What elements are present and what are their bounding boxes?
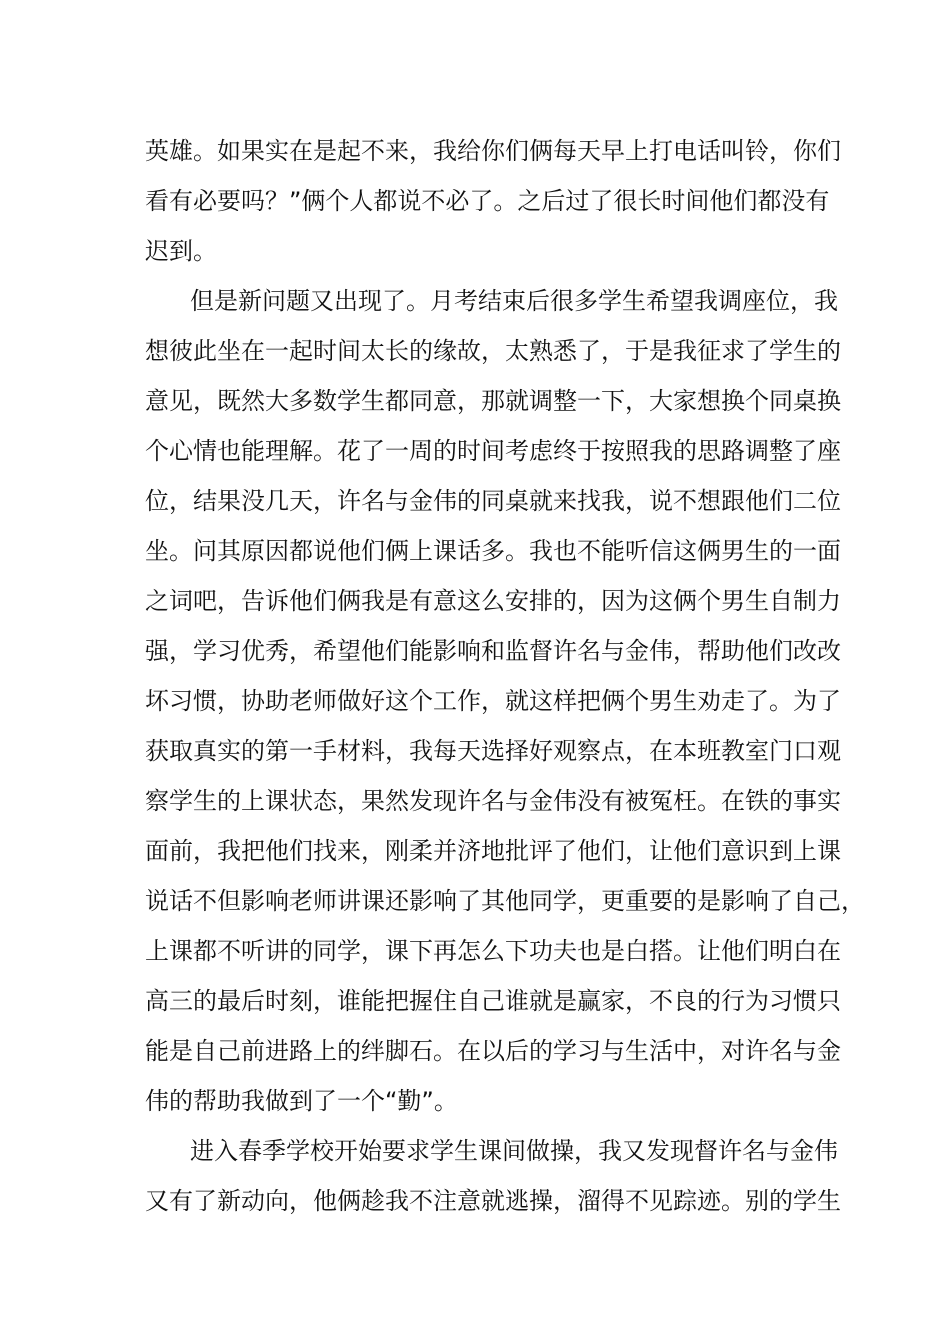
text-line: 迟到。 [145, 237, 217, 265]
paragraph-first-line: 但是新问题又出现了。月考结束后很多学生希望我调座位，我 [190, 287, 838, 315]
text-line: 面前，我把他们找来，刚柔并济地批评了他们，让他们意识到上课 [145, 837, 841, 865]
text-line: 获取真实的第一手材料，我每天选择好观察点，在本班教室门口观 [145, 737, 841, 765]
text-line: 想彼此坐在一起时间太长的缘故，太熟悉了，于是我征求了学生的 [145, 337, 841, 365]
text-line: 说话不但影响老师讲课还影响了其他同学，更重要的是影响了自己， [145, 887, 865, 915]
paragraph-first-line: 进入春季学校开始要求学生课间做操，我又发现督许名与金伟 [190, 1137, 838, 1165]
text-line: 坐。问其原因都说他们俩上课话多。我也不能听信这俩男生的一面 [145, 537, 841, 565]
text-line: 能是自己前进路上的绊脚石。在以后的学习与生活中，对许名与金 [145, 1037, 841, 1065]
text-line: 看有必要吗？”俩个人都说不必了。之后过了很长时间他们都没有 [145, 187, 830, 215]
text-line: 强，学习优秀，希望他们能影响和监督许名与金伟，帮助他们改改 [145, 637, 841, 665]
text-line: 个心情也能理解。花了一周的时间考虑终于按照我的思路调整了座 [145, 437, 841, 465]
text-line: 英雄。如果实在是起不来，我给你们俩每天早上打电话叫铃，你们 [145, 137, 841, 165]
text-line: 上课都不听讲的同学，课下再怎么下功夫也是白搭。让他们明白在 [145, 937, 841, 965]
text-line: 又有了新动向，他俩趁我不注意就逃操，溜得不见踪迹。别的学生 [145, 1187, 841, 1215]
text-line: 之词吧，告诉他们俩我是有意这么安排的，因为这俩个男生自制力 [145, 587, 841, 615]
text-line: 意见，既然大多数学生都同意，那就调整一下，大家想换个同桌换 [145, 387, 841, 415]
text-line: 位，结果没几天，许名与金伟的同桌就来找我，说不想跟他们二位 [145, 487, 841, 515]
text-line: 高三的最后时刻，谁能把握住自己谁就是赢家，不良的行为习惯只 [145, 987, 841, 1015]
text-line: 坏习惯，协助老师做好这个工作，就这样把俩个男生劝走了。为了 [145, 687, 841, 715]
text-line: 察学生的上课状态，果然发现许名与金伟没有被冤枉。在铁的事实 [145, 787, 841, 815]
text-line: 伟的帮助我做到了一个“勤”。 [145, 1087, 458, 1115]
